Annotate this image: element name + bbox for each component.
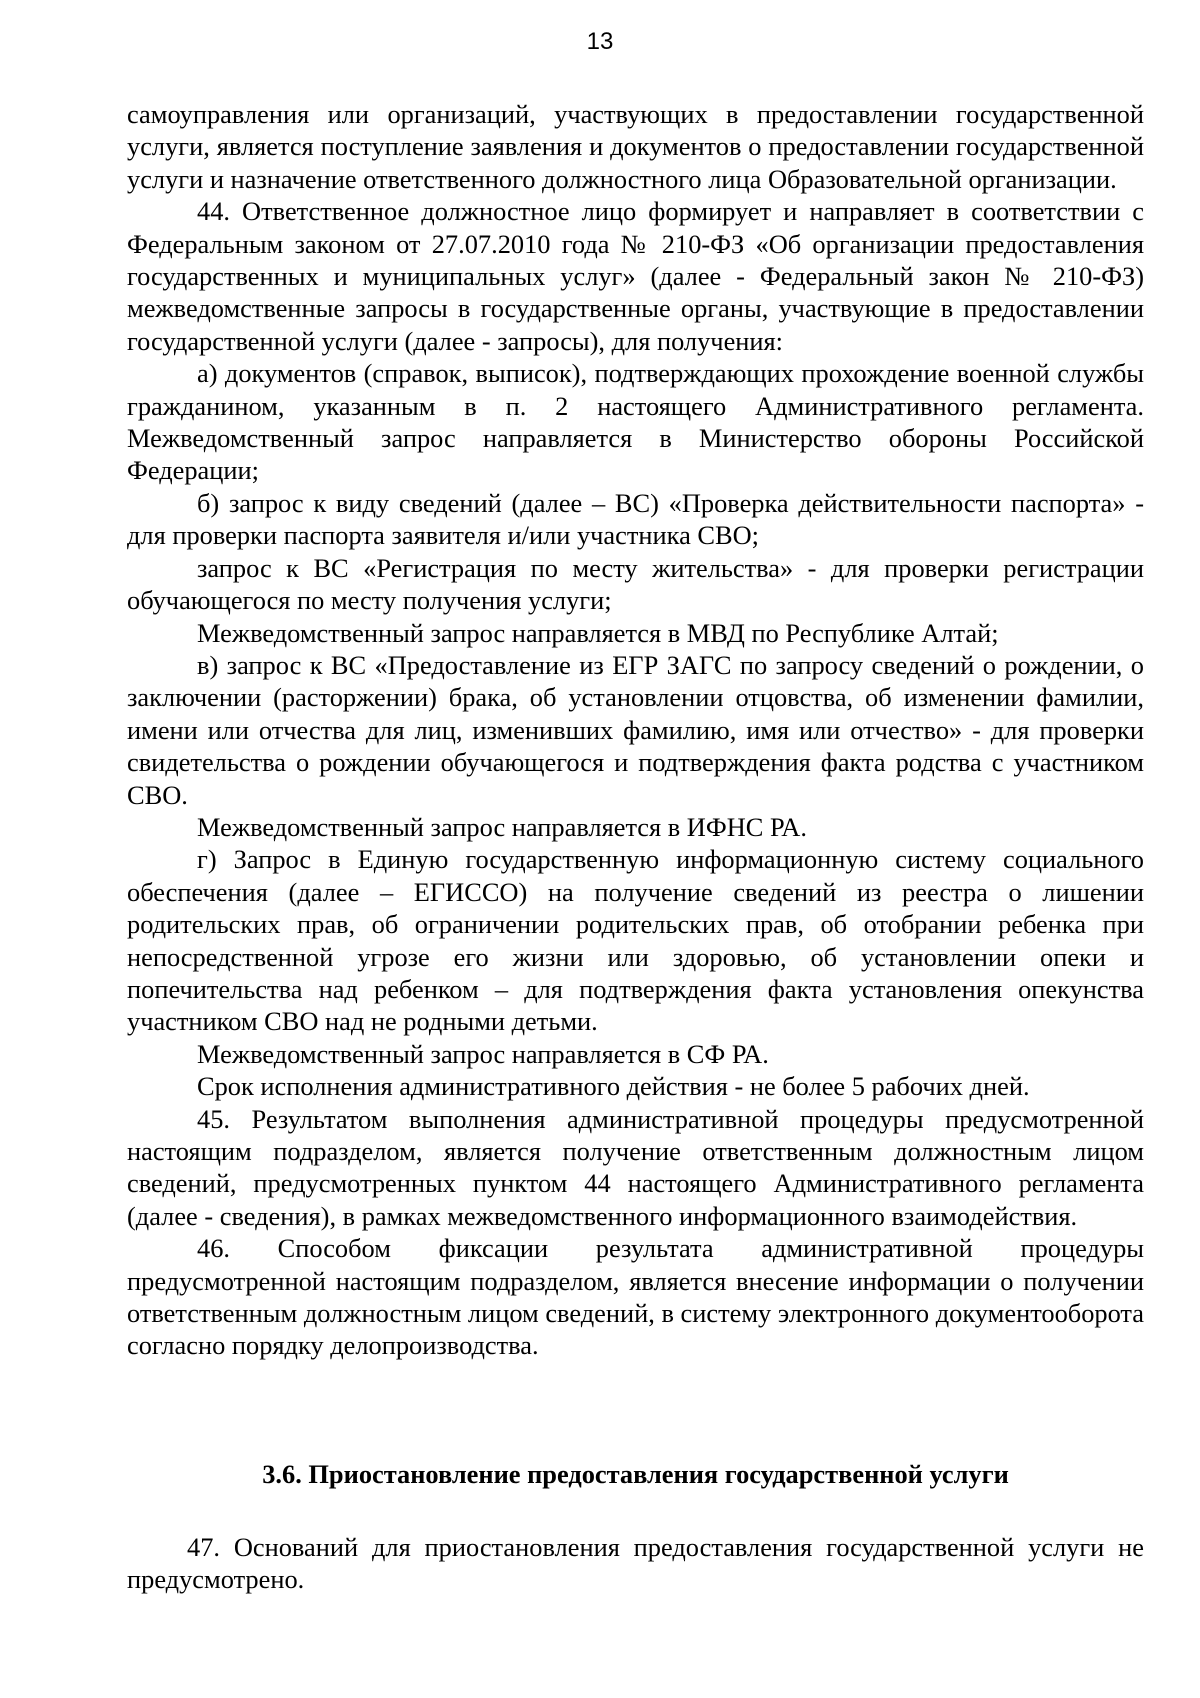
paragraph-45: 45. Результатом выполнения административной процедуры предусмотренной настоящим подразделом, является получение ответственным должностным лицом сведений, предусмотренных пунктом 44 настоящего Административного регламента (далее - сведения), в рамках межведомственного информационного взаимодействия. (127, 1103, 1144, 1231)
paragraph-44-item-a: а) документов (справок, выписок), подтверждающих прохождение военной службы гражданином, указанным в п. 2 настоящего Административного регламента. Межведомственный запрос направляется в Министерство обороны Российской Федерации; (127, 358, 1144, 486)
paragraph-44-item-b-registration: запрос к ВС «Регистрация по месту жительства» - для проверки регистрации обучающегося по месту получения услуги; (127, 552, 1144, 616)
paragraph-44: 44. Ответственное должностное лицо формирует и направляет в соответствии с Федеральным законом от 27.07.2010 года № 210-ФЗ «Об организации предоставления государственных и муниципальных услуг» (далее - Федеральный закон № 210-ФЗ) межведомственные запросы в государственные органы, участвующие в предоставлении государственной услуги (далее - запросы), для получения: (127, 196, 1144, 356)
paragraph-47: 47. Оснований для приостановления предоставления государственной услуги не предусмотрено. (127, 1532, 1144, 1595)
paragraph-44-item-g-recipient: Межведомственный запрос направляется в СФ РА. (197, 1038, 769, 1069)
paragraph-44-item-b-recipient: Межведомственный запрос направляется в МВД по Республике Алтай; (197, 617, 999, 648)
paragraph-44-item-g: г) Запрос в Единую государственную информационную систему социального обеспечения (далее – ЕГИССО) на получение сведений из реестра о лишении родительских прав, об ограничении родительских прав, об отобрании ребенка при непосредственной угрозе его жизни или здоровью, об установлении опеки и попечительства над ребенком – для подтверждения факта установления опекунства участником СВО над не родными детьми. (127, 844, 1144, 1037)
section-body (127, 1531, 1144, 1596)
paragraph-continuation: самоуправления или организаций, участвующих в предоставлении государственной услуги, является поступление заявления и документов о предоставлении государственной услуги и назначение ответственного должностного лица Образовательной организации. (127, 99, 1144, 194)
paragraph-deadline: Срок исполнения административного действия - не более 5 рабочих дней. (197, 1071, 1030, 1102)
section-heading: 3.6. Приостановление предоставления государственной услуги (262, 1459, 1009, 1489)
paragraph-44-item-v-recipient: Межведомственный запрос направляется в ИФНС РА. (197, 811, 807, 842)
page-number: 13 (586, 28, 614, 55)
paragraph-46: 46. Способом фиксации результата административной процедуры предусмотренной настоящим подразделом, является внесение информации о получении ответственным должностным лицом сведений, в систему электронного документооборота согласно порядку делопроизводства. (127, 1233, 1144, 1361)
paragraph-44-item-v: в) запрос к ВС «Предоставление из ЕГР ЗАГС по запросу сведений о рождении, о заключении (расторжении) брака, об установлении отцовства, об изменении фамилии, имени или отчества для лиц, изменивших фамилию, имя или отчество» - для проверки свидетельства о рождении обучающегося и подтверждения факта родства с участником СВО. (127, 649, 1144, 810)
document-body (127, 98, 1144, 1362)
paragraph-44-item-b: б) запрос к виду сведений (далее – ВС) «Проверка действительности паспорта» - для проверки паспорта заявителя и/или участника СВО; (127, 487, 1144, 551)
